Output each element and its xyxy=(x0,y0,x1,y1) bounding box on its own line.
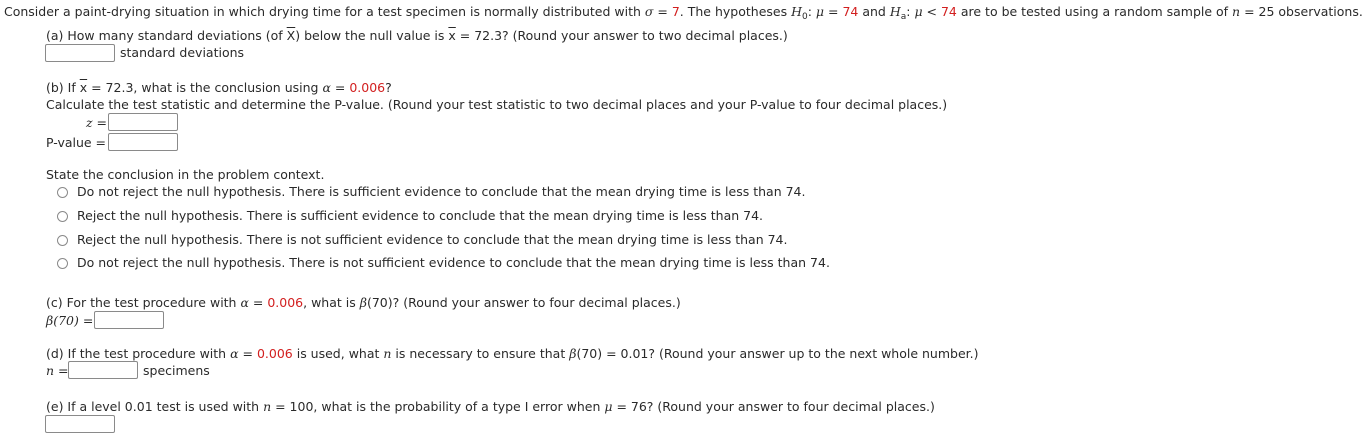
alt-hypothesis-symbol: H xyxy=(889,4,901,19)
equals: = xyxy=(824,4,843,19)
n-symbol: n xyxy=(263,399,272,414)
p-value-label: P-value = xyxy=(46,135,107,150)
beta-symbol: β xyxy=(569,346,577,361)
xbar-symbol: $\overline{x}$ xyxy=(448,28,456,43)
xbar-symbol: $\overline{X}$ xyxy=(286,28,296,43)
alpha-symbol: α xyxy=(230,346,239,361)
alpha-value: 0.006 xyxy=(349,80,386,95)
part-d-text-4: (70) = 0.01? (Round your answer up to the next whole number.) xyxy=(576,346,979,361)
alt-mean-value: 74 xyxy=(940,4,957,19)
conclusion-prompt: State the conclusion in the problem context. xyxy=(46,167,325,182)
null-subscript: 0 xyxy=(801,12,808,22)
part-c-text-2: , what is xyxy=(303,295,360,310)
n-symbol: n xyxy=(1232,4,1241,19)
part-a-text-3: = 72.3? (Round your answer to two decimal places.) xyxy=(455,28,788,43)
part-e-text-3: = 76? (Round your answer to four decimal places.) xyxy=(612,399,935,414)
alt-subscript: a xyxy=(900,12,907,22)
part-c-question xyxy=(46,295,681,311)
beta-70-label-text: β(70) = xyxy=(46,313,94,328)
option-label: Do not reject the null hypothesis. There is not sufficient evidence to conclude that the mean drying time is less than 74. xyxy=(77,255,830,270)
null-mean-value: 74 xyxy=(842,4,859,19)
radio-button[interactable] xyxy=(57,211,68,222)
part-b-text-2: = 72.3, what is the conclusion using xyxy=(87,80,323,95)
part-d-text: (d) If the test procedure with xyxy=(46,346,231,361)
mu-symbol: μ xyxy=(604,399,613,414)
part-a-question xyxy=(46,28,788,44)
sample-size-text: = 25 observations. xyxy=(1240,4,1363,19)
part-b-question xyxy=(46,80,392,96)
part-d-text-2: is used, what xyxy=(292,346,384,361)
part-e-question xyxy=(46,399,935,415)
radio-button[interactable] xyxy=(57,187,68,198)
colon: : xyxy=(906,4,915,19)
less-than: < xyxy=(922,4,941,19)
colon: : xyxy=(807,4,816,19)
equals: = xyxy=(248,295,268,310)
xbar-symbol: $\overline{x}$ xyxy=(79,80,88,95)
part-d-question xyxy=(46,346,978,362)
mu-symbol: μ xyxy=(815,4,825,19)
null-hypothesis-symbol: H xyxy=(791,4,802,19)
intro-text: Consider a paint-drying situation in which drying time for a test specimen is normally distributed with xyxy=(4,4,645,19)
intro-text-2: . The hypotheses xyxy=(679,4,792,19)
part-b-instructions: Calculate the test statistic and determine the P-value. (Round your test statistic to two decimal places and your P-value to four decimal places.) xyxy=(46,97,948,112)
radio-button[interactable] xyxy=(57,235,68,246)
beta-symbol: β xyxy=(359,295,367,310)
sample-size-input[interactable] xyxy=(68,361,138,379)
intro-text-3: are to be tested using a random sample of xyxy=(956,4,1233,19)
type-1-error-input[interactable] xyxy=(45,415,115,433)
part-a-text: (a) How many standard deviations (of xyxy=(46,28,287,43)
alpha-value: 0.006 xyxy=(256,346,293,361)
equals: = xyxy=(238,346,257,361)
n-label-text: n = xyxy=(46,363,69,378)
and-text: and xyxy=(858,4,890,19)
z-label-text: z = xyxy=(86,115,108,130)
option-label: Do not reject the null hypothesis. There is sufficient evidence to conclude that the mean drying time is less than 74. xyxy=(77,184,806,199)
beta-70-label xyxy=(46,313,93,329)
part-a-text-2: ) below the null value is xyxy=(295,28,449,43)
n-symbol: n xyxy=(383,346,392,361)
problem-intro xyxy=(4,4,1363,20)
part-d-unit: specimens xyxy=(143,363,210,378)
part-e-text: (e) If a level 0.01 test is used with xyxy=(46,399,264,414)
option-label: Reject the null hypothesis. There is not sufficient evidence to conclude that the mean drying time is less than 74. xyxy=(77,232,788,247)
question-mark: ? xyxy=(385,80,392,95)
alpha-symbol: α xyxy=(322,80,331,95)
p-value-input[interactable] xyxy=(108,133,178,151)
equals: = xyxy=(330,80,350,95)
alpha-symbol: α xyxy=(240,295,249,310)
beta-70-input[interactable] xyxy=(94,311,164,329)
sigma-value: 7 xyxy=(671,4,680,19)
part-e-text-2: = 100, what is the probability of a type I error when xyxy=(271,399,605,414)
sigma-symbol: σ xyxy=(644,4,654,19)
z-label xyxy=(86,115,107,131)
alpha-value: 0.006 xyxy=(267,295,304,310)
part-a-answer-input[interactable] xyxy=(45,44,115,62)
option-label: Reject the null hypothesis. There is sufficient evidence to conclude that the mean drying time is less than 74. xyxy=(77,208,764,223)
z-statistic-input[interactable] xyxy=(108,113,178,131)
part-d-text-3: is necessary to ensure that xyxy=(391,346,570,361)
part-b-text: (b) If xyxy=(46,80,80,95)
equals: = xyxy=(653,4,672,19)
n-label xyxy=(46,363,69,379)
part-c-text: (c) For the test procedure with xyxy=(46,295,241,310)
part-c-text-3: (70)? (Round your answer to four decimal places.) xyxy=(366,295,681,310)
part-a-unit: standard deviations xyxy=(120,45,245,60)
radio-button[interactable] xyxy=(57,258,68,269)
mu-symbol: μ xyxy=(914,4,923,19)
